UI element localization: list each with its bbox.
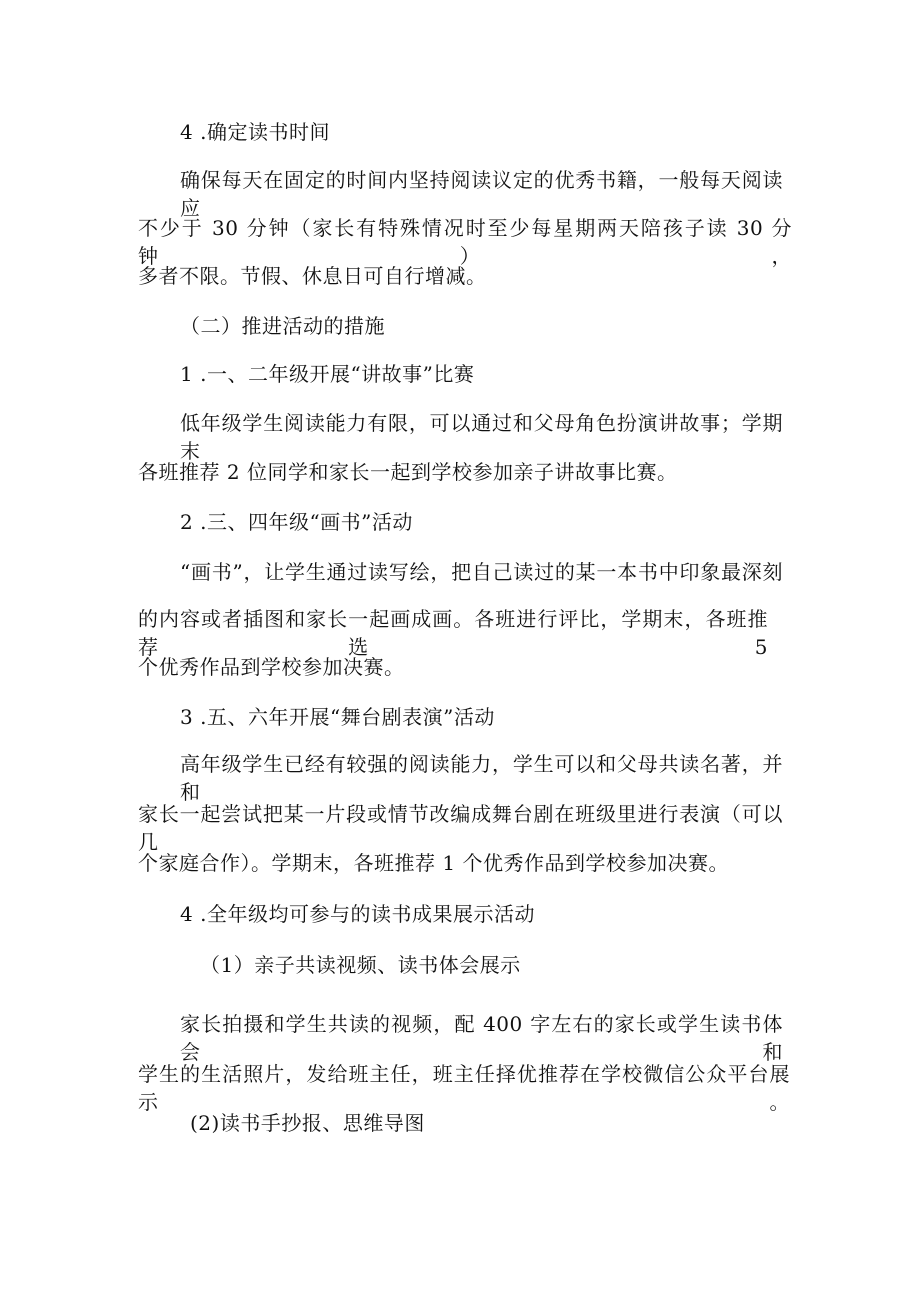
- heading-showcase-activities: 4 .全年级均可参与的读书成果展示活动: [180, 902, 535, 926]
- paragraph-line: 个家庭合作）。学期末，各班推荐 1 个优秀作品到学校参加决赛。: [138, 851, 729, 875]
- paragraph-line: 多者不限。节假、休息日可自行增减。: [138, 264, 487, 288]
- paragraph-line: 学生的生活照片，发给班主任，班主任择优推荐在学校微信公众平台展示。: [138, 1062, 790, 1114]
- section-heading-measures: （二）推进活动的措施: [180, 314, 385, 338]
- paragraph-line: 低年级学生阅读能力有限，可以通过和父母角色扮演讲故事；学期末: [180, 411, 783, 463]
- heading-stage-play: 3 .五、六年开展“舞台剧表演”活动: [180, 705, 495, 729]
- subheading-video-showcase: （1）亲子共读视频、读书体会展示: [200, 953, 521, 977]
- paragraph-line: 高年级学生已经有较强的阅读能力，学生可以和父母共读名著，并和: [180, 752, 783, 804]
- paragraph-line: 各班推荐 2 位同学和家长一起到学校参加亲子讲故事比赛。: [138, 460, 678, 484]
- paragraph-line: 家长拍摄和学生共读的视频，配 400 字左右的家长或学生读书体会和: [180, 1012, 783, 1064]
- paragraph-line: “画书”，让学生通过读写绘，把自己读过的某一本书中印象最深刻: [180, 560, 783, 584]
- heading-reading-time: 4 .确定读书时间: [180, 120, 330, 144]
- paragraph-line: 家长一起尝试把某一片段或情节改编成舞台剧在班级里进行表演（可以几: [138, 802, 783, 854]
- subheading-handwritten-newspaper: (2)读书手抄报、思维导图: [190, 1111, 425, 1135]
- heading-drawing-books: 2 .三、四年级“画书”活动: [180, 510, 413, 534]
- paragraph-line: 的内容或者插图和家长一起画成画。各班进行评比，学期末，各班推荐选 5: [138, 607, 768, 659]
- paragraph-line: 确保每天在固定的时间内坚持阅读议定的优秀书籍，一般每天阅读应: [180, 168, 783, 220]
- heading-storytelling: 1 .一、二年级开展“讲故事”比赛: [180, 362, 475, 386]
- paragraph-line: 不少于 30 分钟（家长有特殊情况时至少每星期两天陪孩子读 30 分钟），: [138, 216, 792, 268]
- paragraph-line: 个优秀作品到学校参加决赛。: [138, 655, 405, 679]
